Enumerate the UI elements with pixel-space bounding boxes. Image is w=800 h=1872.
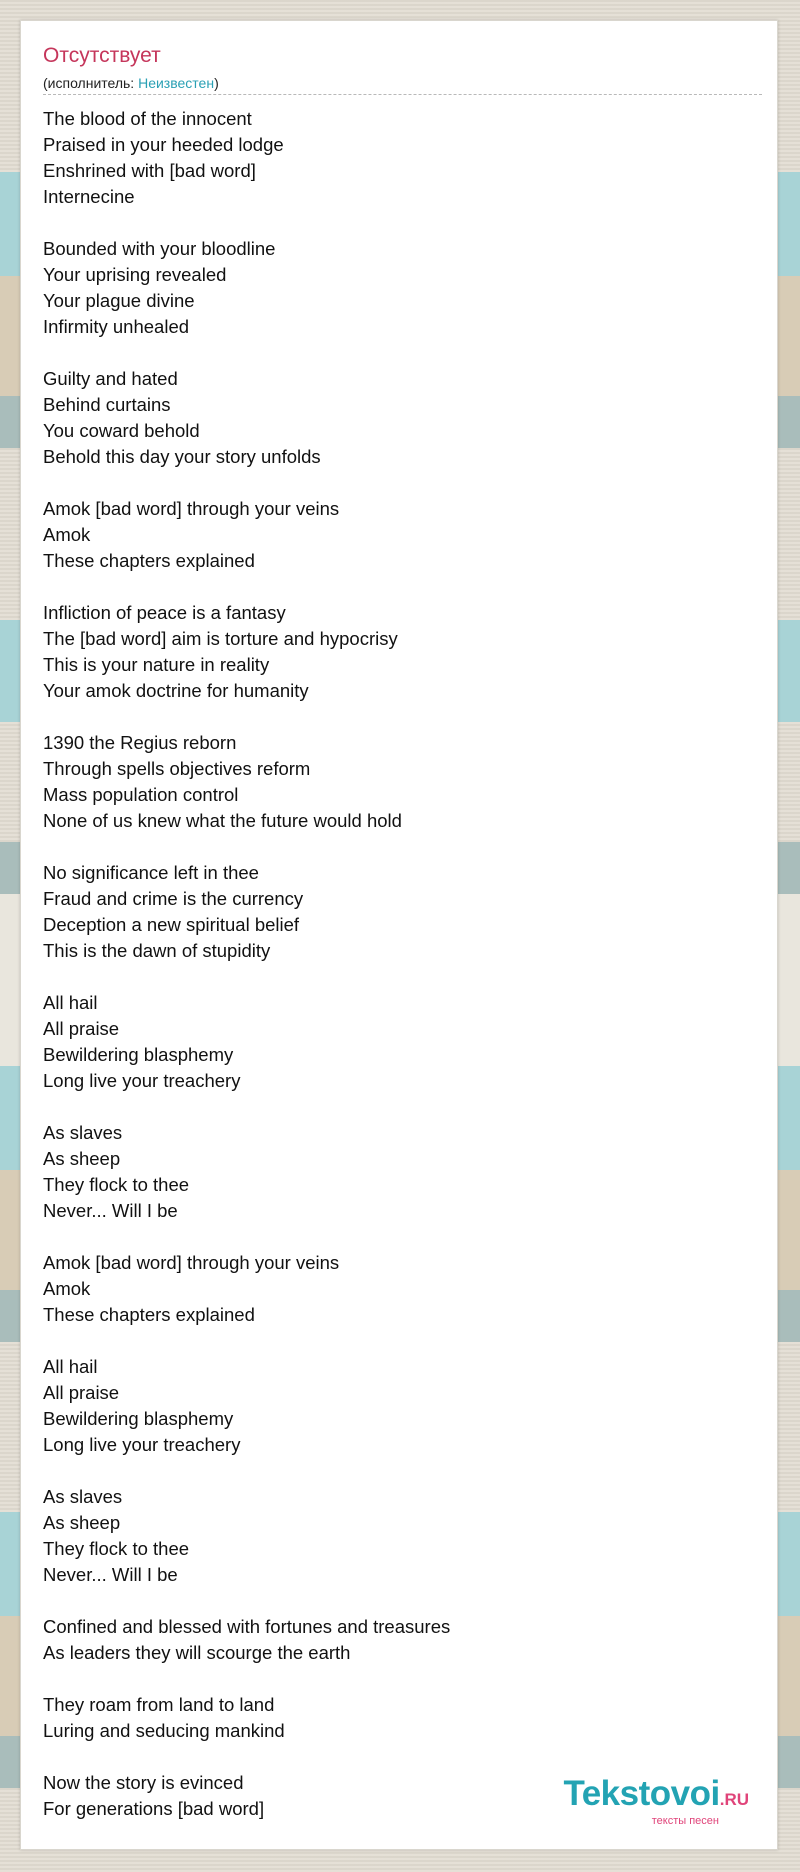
lyric-line: None of us knew what the future would hold [43, 810, 402, 831]
stanza-gap [43, 1094, 743, 1120]
stanza-gap [43, 1224, 743, 1250]
lyric-line: Bewildering blasphemy [43, 1408, 234, 1429]
artist-byline [43, 75, 219, 91]
stanza-gap [43, 574, 743, 600]
lyric-line: Praised in your heeded lodge [43, 134, 284, 155]
lyric-line: Mass population control [43, 784, 239, 805]
stanza-gap [43, 964, 743, 990]
lyric-line: Amok [43, 524, 91, 545]
lyric-line: Long live your treachery [43, 1434, 241, 1455]
lyric-line: Amok [bad word] through your veins [43, 1252, 340, 1273]
title-divider [43, 94, 762, 95]
lyric-line: As sheep [43, 1512, 121, 1533]
lyric-line: Infliction of peace is a fantasy [43, 602, 286, 623]
lyric-line: This is the dawn of stupidity [43, 940, 271, 961]
lyric-line: 1390 the Regius reborn [43, 732, 237, 753]
stanza-gap [43, 470, 743, 496]
lyric-line: Confined and blessed with fortunes and treasures [43, 1616, 451, 1637]
logo-tld: .RU [719, 1790, 749, 1809]
lyrics-text [43, 106, 743, 1822]
lyric-line: They flock to thee [43, 1174, 190, 1195]
lyric-line: You coward behold [43, 420, 200, 441]
lyric-line: As slaves [43, 1486, 123, 1507]
lyrics-card [20, 20, 778, 1850]
lyric-line: They flock to thee [43, 1538, 190, 1559]
lyric-line: All praise [43, 1018, 120, 1039]
lyric-line: As slaves [43, 1122, 123, 1143]
stanza-gap [43, 834, 743, 860]
site-logo[interactable] [563, 1774, 749, 1827]
lyric-line: Amok [43, 1278, 91, 1299]
lyric-line: The blood of the innocent [43, 108, 252, 129]
byline-prefix: (исполнитель: [43, 75, 139, 91]
lyric-line: Enshrined with [bad word] [43, 160, 256, 181]
lyric-line: Guilty and hated [43, 368, 178, 389]
lyric-line: Behold this day your story unfolds [43, 446, 321, 467]
lyric-line: Your plague divine [43, 290, 195, 311]
logo-tagline: тексты песен [651, 1815, 719, 1827]
lyric-line: Through spells objectives reform [43, 758, 311, 779]
lyric-line: They roam from land to land [43, 1694, 275, 1715]
lyric-line: As sheep [43, 1148, 121, 1169]
song-title: Отсутствует [43, 44, 161, 67]
byline-suffix: ) [214, 75, 219, 91]
lyric-line: Long live your treachery [43, 1070, 241, 1091]
lyric-line: The [bad word] aim is torture and hypocrisy [43, 628, 398, 649]
logo-wordmark [563, 1774, 749, 1817]
lyric-line: Amok [bad word] through your veins [43, 498, 340, 519]
lyric-line: Infirmity unhealed [43, 316, 190, 337]
lyric-line: Never... Will I be [43, 1564, 178, 1585]
artist-link[interactable]: Неизвестен [138, 75, 215, 91]
lyric-line: These chapters explained [43, 550, 255, 571]
stanza-gap [43, 1666, 743, 1692]
lyric-line: Bounded with your bloodline [43, 238, 276, 259]
lyric-line: Internecine [43, 186, 135, 207]
stanza-gap [43, 1328, 743, 1354]
lyric-line: No significance left in thee [43, 862, 259, 883]
stanza-gap [43, 1744, 743, 1770]
lyric-line: As leaders they will scourge the earth [43, 1642, 351, 1663]
lyric-line: These chapters explained [43, 1304, 255, 1325]
stanza-gap [43, 340, 743, 366]
lyric-line: Bewildering blasphemy [43, 1044, 234, 1065]
lyric-line: All hail [43, 1356, 98, 1377]
stanza-gap [43, 210, 743, 236]
logo-name: Tekstovoi [563, 1774, 720, 1813]
lyric-line: Never... Will I be [43, 1200, 178, 1221]
lyric-line: Your uprising revealed [43, 264, 227, 285]
lyric-line: All hail [43, 992, 98, 1013]
lyric-line: Behind curtains [43, 394, 171, 415]
stanza-gap [43, 1458, 743, 1484]
lyric-line: Deception a new spiritual belief [43, 914, 300, 935]
lyric-line: Now the story is evinced [43, 1772, 244, 1793]
lyric-line: All praise [43, 1382, 120, 1403]
stanza-gap [43, 1588, 743, 1614]
lyric-line: Luring and seducing mankind [43, 1720, 285, 1741]
lyric-line: For generations [bad word] [43, 1798, 265, 1819]
lyric-line: This is your nature in reality [43, 654, 270, 675]
lyric-line: Your amok doctrine for humanity [43, 680, 309, 701]
lyric-line: Fraud and crime is the currency [43, 888, 304, 909]
stanza-gap [43, 704, 743, 730]
